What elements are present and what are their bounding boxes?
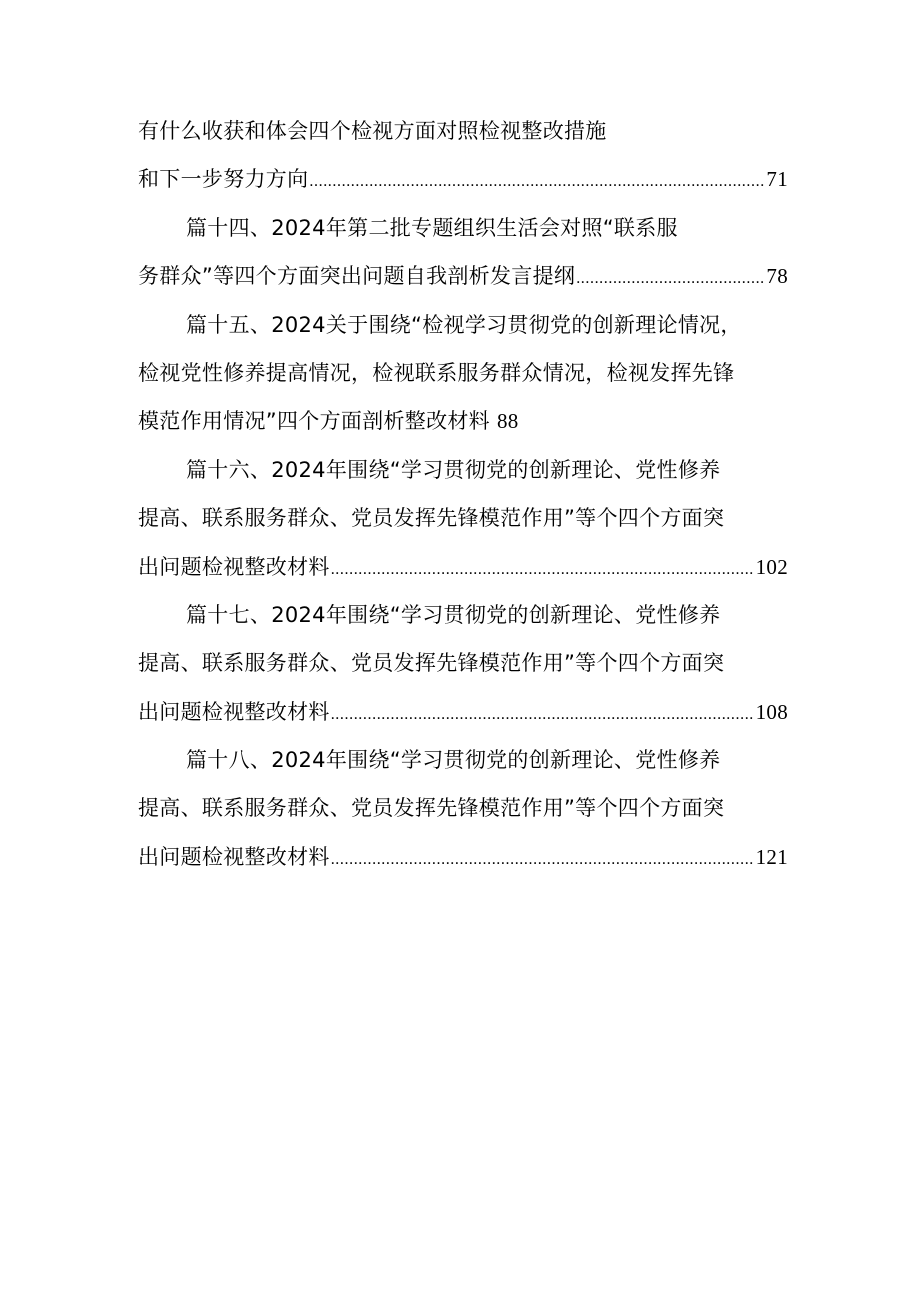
dot-leader: [330, 691, 754, 736]
dot-leader: [330, 546, 754, 591]
toc-entry-line: [138, 494, 788, 542]
toc-entry-14[interactable]: [138, 204, 788, 301]
toc-entry-line: [138, 397, 788, 445]
toc-entry-text: 篇十八、2024年围绕“学习贯彻党的创新理论、党性修养: [186, 748, 721, 773]
toc-entry-text: 篇十七、2024年围绕“学习贯彻党的创新理论、党性修养: [186, 602, 721, 627]
toc-entry-15[interactable]: [138, 301, 788, 446]
dot-leader: [308, 158, 764, 203]
toc-page-number: 102: [755, 554, 788, 579]
toc-entry-text: 出问题检视整改材料: [138, 554, 330, 579]
toc-entry-line: [138, 736, 788, 784]
toc-entry-text: 出问题检视整改材料: [138, 844, 330, 869]
toc-entry-line: [138, 543, 788, 591]
toc-entry-text: 模范作用情况”四个方面剖析整改材料: [138, 409, 490, 434]
toc-entry-text: 篇十六、2024年围绕“学习贯彻党的创新理论、党性修养: [186, 457, 721, 482]
toc-entry-line: [138, 349, 788, 397]
toc-entry-text: 篇十五、2024关于围绕“检视学习贯彻党的创新理论情况，: [186, 312, 742, 337]
toc-entry-text: 提高、联系服务群众、党员发挥先锋模范作用”等个四个方面突: [138, 651, 725, 676]
dot-leader: [575, 255, 764, 300]
toc-entry-13[interactable]: [138, 107, 788, 204]
toc-page-number: 108: [755, 699, 788, 724]
dot-leader: [330, 836, 754, 881]
toc-entry-text: 提高、联系服务群众、党员发挥先锋模范作用”等个四个方面突: [138, 796, 725, 821]
toc-page-number: 78: [766, 264, 788, 289]
toc-entry-text: 提高、联系服务群众、党员发挥先锋模范作用”等个四个方面突: [138, 506, 725, 531]
toc-page-number: 71: [766, 167, 788, 192]
toc-entry-line: [138, 688, 788, 736]
toc-entry-text: 务群众”等四个方面突出问题自我剖析发言提纲: [138, 264, 576, 289]
toc-page-number: 121: [755, 844, 788, 869]
table-of-contents: [138, 107, 788, 881]
toc-entry-18[interactable]: [138, 736, 788, 881]
toc-entry-line: [138, 784, 788, 832]
toc-entry-text: 出问题检视整改材料: [138, 699, 330, 724]
toc-page-number: 88: [496, 409, 519, 434]
toc-entry-line: [138, 446, 788, 494]
toc-entry-text: 和下一步努力方向: [138, 167, 309, 192]
toc-entry-line: [138, 107, 788, 155]
toc-entry-line: [138, 591, 788, 639]
toc-entry-line: [138, 301, 788, 349]
toc-entry-line: [138, 833, 788, 881]
toc-entry-line: [138, 155, 788, 203]
toc-entry-text: 检视党性修养提高情况，检视联系服务群众情况，检视发挥先锋: [138, 360, 735, 385]
toc-entry-text: 有什么收获和体会四个检视方面对照检视整改措施: [138, 119, 607, 143]
toc-entry-line: [138, 204, 788, 252]
toc-entry-17[interactable]: [138, 591, 788, 736]
toc-entry-text: 篇十四、2024年第二批专题组织生活会对照“联系服: [186, 215, 678, 240]
toc-entry-16[interactable]: [138, 446, 788, 591]
toc-entry-line: [138, 639, 788, 687]
toc-entry-line: [138, 252, 788, 300]
